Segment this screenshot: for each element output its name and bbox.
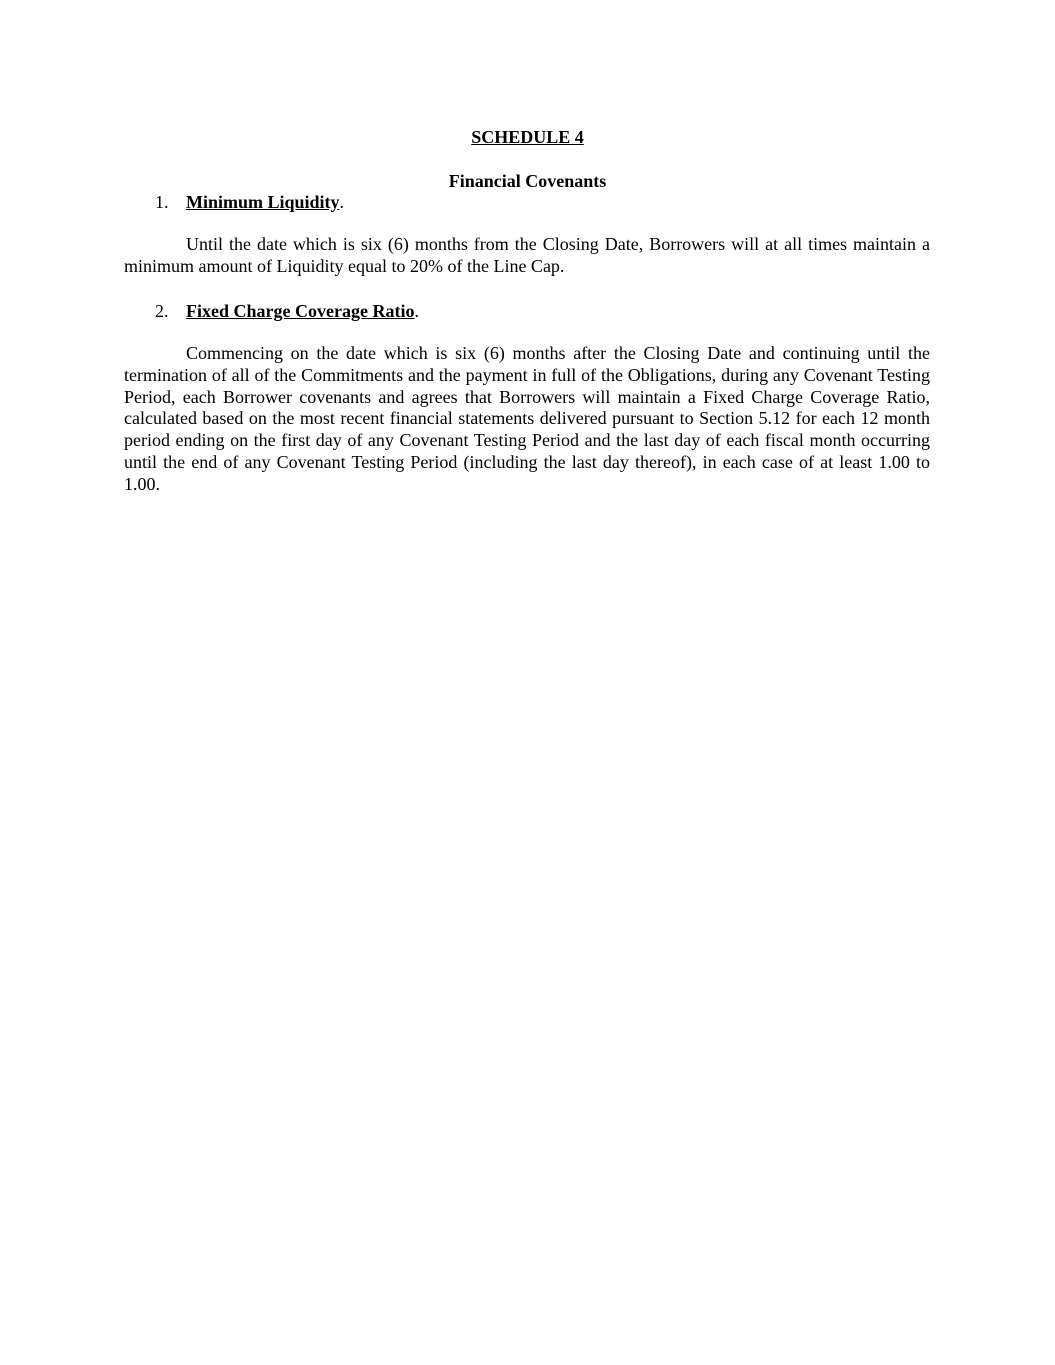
schedule-title: SCHEDULE 4 [471,127,584,147]
section-heading-label: Fixed Charge Coverage Ratio [186,301,415,321]
section-number: 1. [155,192,169,212]
section-heading-suffix: . [414,301,419,321]
section-heading-minimum-liquidity [155,191,344,213]
section-heading-fixed-charge-coverage-ratio [155,300,419,322]
section-body-fixed-charge-coverage-ratio: Commencing on the date which is six (6) months after the Closing Date and continuing until the termination of all of the Commitments and the payment in full of the Obligations, during any Covenant Testing Period, each Borrower covenants and agrees that Borrowers will maintain a Fixed Charge Coverage Ratio, calculated based on the most recent financial statements delivered pursuant to Section 5.12 for each 12 month period ending on the first day of any Covenant Testing Period and the last day of each fiscal month occurring until the end of any Covenant Testing Period (including the last day thereof), in each case of at least 1.00 to 1.00. [124,343,930,494]
schedule-subtitle: Financial Covenants [448,171,607,191]
section-body-minimum-liquidity: Until the date which is six (6) months from the Closing Date, Borrowers will at all times maintain a minimum amount of Liquidity equal to 20% of the Line Cap. [124,234,930,276]
section-number: 2. [155,301,169,321]
section-heading-label: Minimum Liquidity [186,192,340,212]
section-heading-suffix: . [339,192,345,212]
